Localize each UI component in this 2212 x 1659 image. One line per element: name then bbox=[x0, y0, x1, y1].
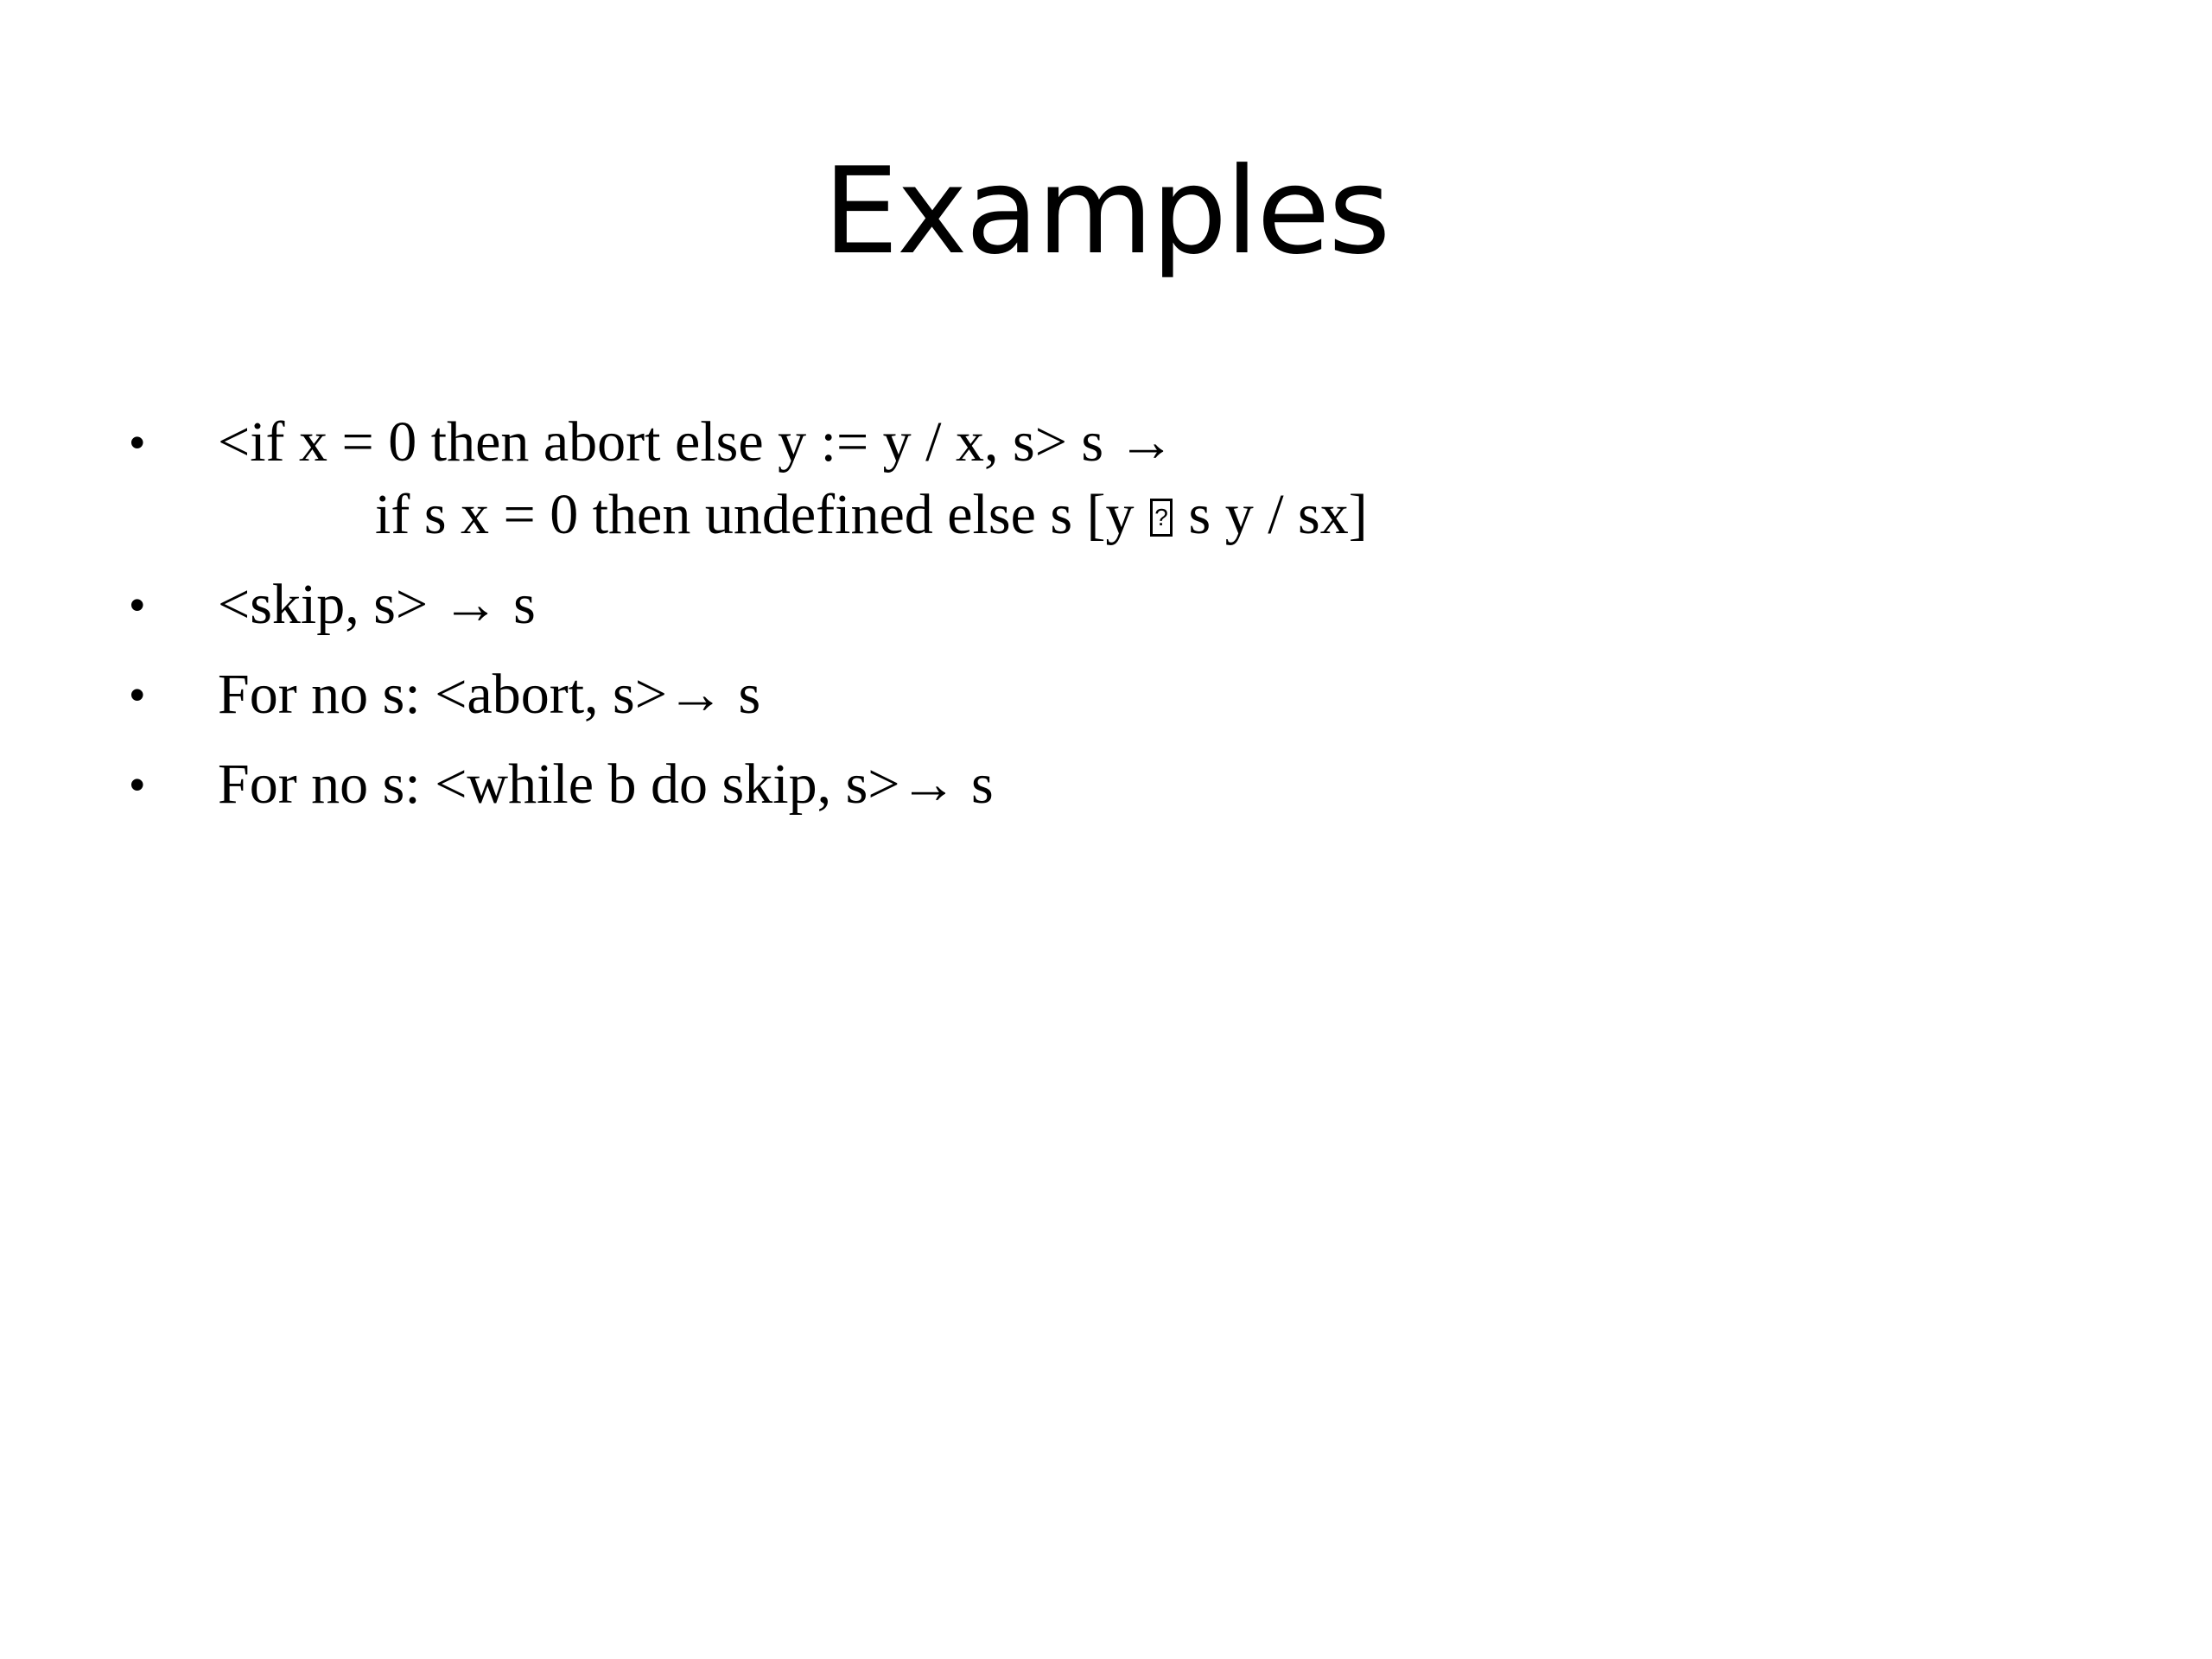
bullet-icon: • bbox=[130, 581, 145, 629]
bullet-text: For no s: <while b do skip, s>→ s bbox=[218, 753, 994, 816]
bullet-icon: • bbox=[130, 671, 145, 719]
bullet-item-abort bbox=[130, 658, 2117, 731]
bullet-text-line-1: <if x = 0 then abort else y := y / x, s> s → bbox=[218, 410, 1175, 474]
bullet-item-while-skip bbox=[130, 748, 2117, 821]
bullet-text: For no s: <abort, s>→ s bbox=[218, 663, 761, 726]
missing-glyph-box-icon bbox=[1150, 499, 1173, 537]
bullet-text-line-2 bbox=[218, 479, 2117, 551]
slide-title: Examples bbox=[823, 142, 1389, 281]
bullet-text-line-2-after-glyph: s y / sx] bbox=[1174, 483, 1368, 546]
bullet-item-if-abort bbox=[130, 406, 2117, 551]
bullet-text-line-2-before-glyph: if s x = 0 then undefined else s [y bbox=[375, 483, 1149, 546]
bullet-text: <skip, s> → s bbox=[218, 573, 536, 636]
bullet-icon: • bbox=[130, 760, 145, 809]
bullet-list bbox=[130, 406, 2117, 838]
bullet-item-skip bbox=[130, 569, 2117, 641]
bullet-icon: • bbox=[130, 418, 145, 467]
